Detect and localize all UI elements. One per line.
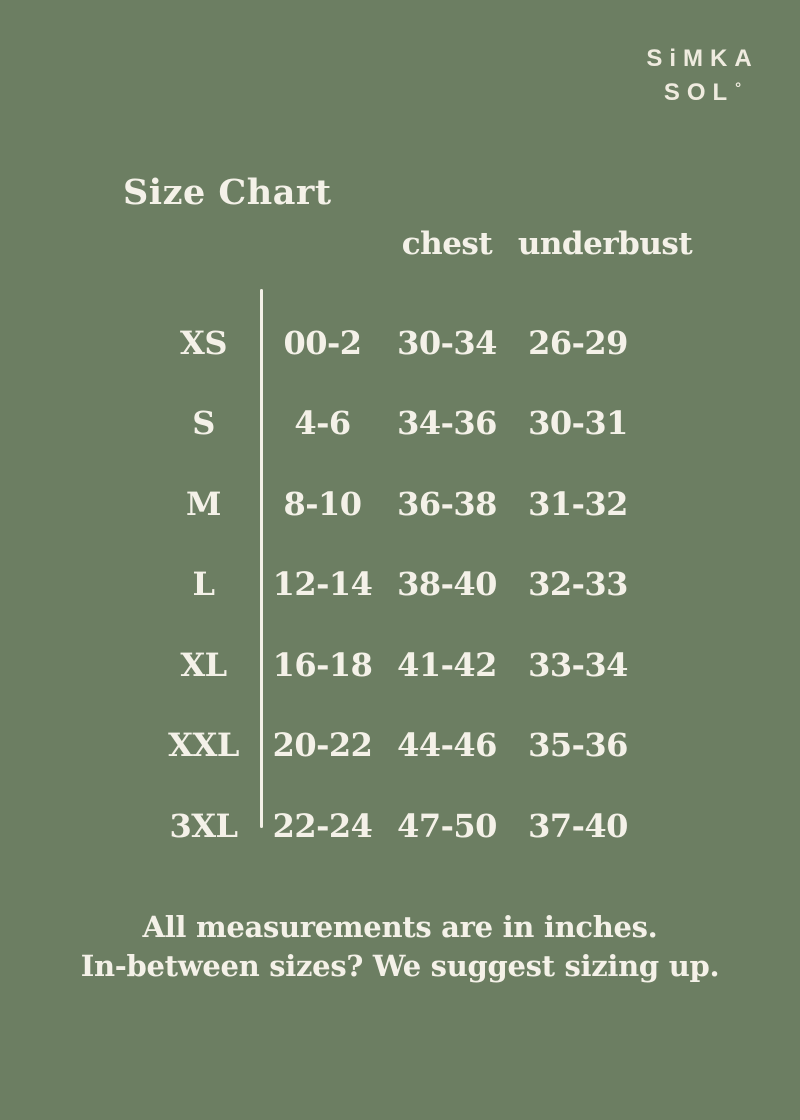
column-header-underbust: underbust — [517, 226, 693, 262]
numeric-size-value: 12-14 — [272, 565, 373, 604]
measurement-note-line1: All measurements are in inches. — [142, 910, 658, 944]
underbust-value: 35-36 — [528, 726, 628, 765]
brand-logo-sol: SOL — [663, 79, 735, 106]
underbust-value: 26-29 — [528, 323, 628, 362]
size-label: XL — [180, 645, 227, 684]
page-title: Size Chart — [123, 172, 332, 213]
numeric-size-value: 20-22 — [272, 726, 373, 765]
numeric-size-value: 4-6 — [294, 404, 351, 443]
numeric-size-value: 22-24 — [272, 806, 373, 845]
underbust-value: 37-40 — [528, 806, 628, 845]
size-label: 3XL — [169, 806, 238, 845]
header-spacer-size — [145, 222, 262, 266]
size-label: S — [192, 404, 215, 443]
brand-logo-line1: SiMKA — [646, 45, 759, 72]
measurement-note-line2: In-between sizes? We suggest sizing up. — [80, 949, 720, 983]
chest-value: 44-46 — [397, 726, 497, 765]
chest-value: 38-40 — [397, 565, 497, 604]
underbust-value: 33-34 — [528, 645, 628, 684]
underbust-value: 30-31 — [528, 404, 628, 443]
measurement-note — [0, 908, 800, 986]
size-chart-table — [145, 222, 693, 866]
header-spacer-numeric — [262, 222, 383, 266]
trademark-circle-icon: ° — [735, 80, 742, 97]
chest-value: 34-36 — [397, 404, 497, 443]
size-label: M — [186, 484, 221, 523]
numeric-size-value: 00-2 — [283, 323, 362, 362]
size-label: XXL — [168, 726, 239, 765]
chest-value: 36-38 — [397, 484, 497, 523]
column-header-chest: chest — [401, 226, 493, 262]
underbust-value: 32-33 — [528, 565, 628, 604]
brand-logo — [636, 44, 762, 108]
chest-value: 41-42 — [397, 645, 497, 684]
chest-value: 30-34 — [397, 323, 497, 362]
size-label: XS — [180, 323, 227, 362]
brand-logo-line2 — [636, 74, 769, 108]
underbust-value: 31-32 — [528, 484, 628, 523]
chest-value: 47-50 — [397, 806, 497, 845]
size-label: L — [192, 565, 215, 604]
numeric-size-value: 16-18 — [272, 645, 373, 684]
numeric-size-value: 8-10 — [283, 484, 362, 523]
